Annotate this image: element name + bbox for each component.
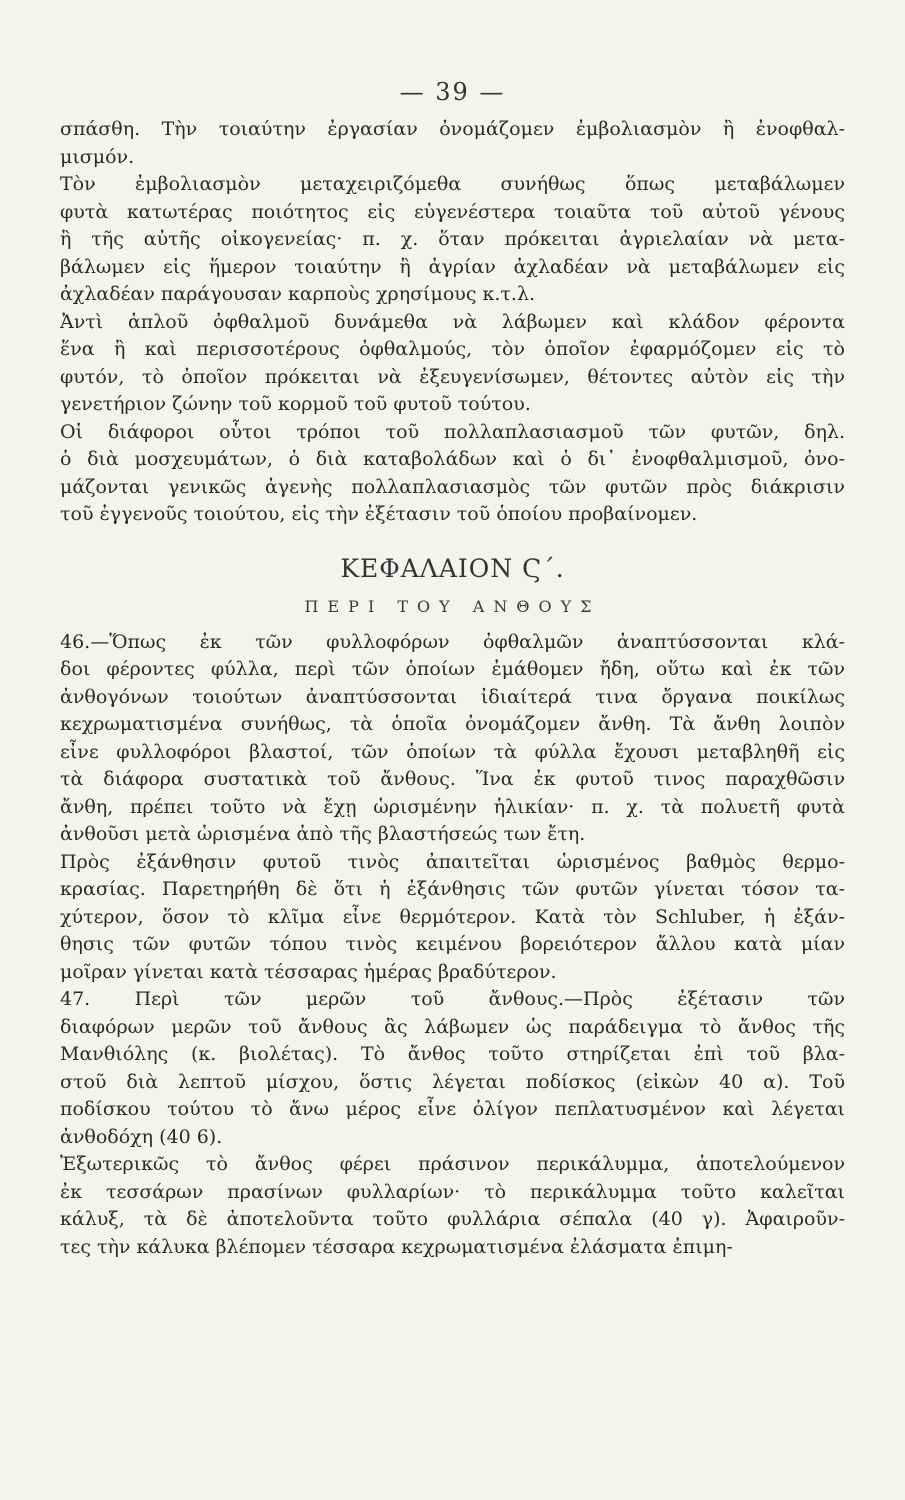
text-line: Πρὸς ἐξάνθησιν φυτοῦ τινὸς ἀπαιτεῖται ὡρισμένος βαθμὸς θερμο-: [60, 850, 845, 873]
text-line: ὁ διὰ μοσχευμάτων, ὁ διὰ καταβολάδων καὶ ὁ δι᾽ ἐνοφθαλμισμοῦ, ὀνο-: [60, 448, 845, 470]
text-line: φυτόν, τὸ ὁποῖον πρόκειται νὰ ἐξευγενίσωμεν, θέτοντες αὐτὸν εἰς τὴν: [60, 365, 845, 388]
text-line: στοῦ διὰ λεπτοῦ μίσχου, ὅστις λέγεται ποδίσκος (εἰκὼν 40 α). Τοῦ: [60, 1070, 845, 1093]
text-line: διαφόρων μερῶν τοῦ ἄνθους ἂς λάβωμεν ὡς παράδειγμα τὸ ἄνθος τῆς: [60, 1015, 845, 1038]
text-line: ἄνθη, πρέπει τοῦτο νὰ ἔχῃ ὡρισμένην ἡλικίαν· π. χ. τὰ πολυετῆ φυτὰ: [60, 795, 845, 818]
text-line: σπάσθη. Τὴν τοιαύτην ἐργασίαν ὀνομάζομεν ἐμβολιασμὸν ἢ ἐνοφθαλ-: [60, 118, 845, 140]
text-line: Ἐξωτερικῶς τὸ ἄνθος φέρει πράσινον περικάλυμμα, ἀποτελούμενον: [60, 1153, 845, 1175]
text-line: ἀνθοδόχη (40 6).: [60, 1125, 223, 1148]
text-line: γενετήριον ζώνην τοῦ κορμοῦ τοῦ φυτοῦ τούτου.: [60, 393, 531, 415]
text-line: ἀνθοῦσι μετὰ ὡρισμένα ἀπὸ τῆς βλαστήσεώς των ἔτη.: [60, 823, 586, 845]
text-line: μισμόν.: [60, 145, 135, 168]
text-line: ἀχλαδέαν παράγουσαν καρποὺς χρησίμους κ.τ.λ.: [60, 283, 536, 305]
text-line: 47. Περὶ τῶν μερῶν τοῦ ἄνθους.—Πρὸς ἐξέτασιν τῶν: [60, 988, 845, 1010]
text-line: κεχρωματισμένα συνήθως, τὰ ὁποῖα ὀνομάζομεν ἄνθη. Τὰ ἄνθη λοιπὸν: [60, 713, 845, 735]
text-line: θησις τῶν φυτῶν τόπου τινὸς κειμένου βορειότερον ἄλλου κατὰ μίαν: [60, 933, 845, 955]
text-line: τὰ διάφορα συστατικὰ τοῦ ἄνθους. Ἵνα ἐκ φυτοῦ τινος παραχθῶσιν: [60, 768, 845, 790]
text-line: ποδίσκου τούτου τὸ ἄνω μέρος εἶνε ὀλίγον πεπλατυσμένον καὶ λέγεται: [60, 1098, 845, 1120]
text-line: βάλωμεν εἰς ἥμερον τοιαύτην ἢ ἀγρίαν ἀχλαδέαν νὰ μεταβάλωμεν εἰς: [60, 255, 845, 278]
text-line: Τὸν ἐμβολιασμὸν μεταχειριζόμεθα συνήθως ὅπως μεταβάλωμεν: [60, 173, 845, 195]
text-line: 46.—Ὅπως ἐκ τῶν φυλλοφόρων ὀφθαλμῶν ἀναπτύσσονται κλά-: [60, 630, 845, 653]
text-line: ἐκ τεσσάρων πρασίνων φυλλαρίων· τὸ περικάλυμμα τοῦτο καλεῖται: [60, 1180, 845, 1203]
text-line: Μανθιόλης (κ. βιολέτας). Τὸ ἄνθος τοῦτο στηρίζεται ἐπὶ τοῦ βλα-: [60, 1043, 845, 1065]
text-line: μάζονται γενικῶς ἀγενὴς πολλαπλασιασμὸς τῶν φυτῶν πρὸς διάκρισιν: [60, 475, 845, 498]
text-line: τες τὴν κάλυκα βλέπομεν τέσσαρα κεχρωματισμένα ἐλάσματα ἐπιμη-: [60, 1235, 733, 1258]
text-line: ἕνα ἢ καὶ περισσοτέρους ὀφθαλμούς, τὸν ὁποῖον ἐφαρμόζομεν εἰς τὸ: [60, 338, 845, 360]
chapter-subtitle: ΠΕΡΙ ΤΟΥ ΑΝΘΟΥΣ: [304, 596, 601, 616]
text-line: Ἀντὶ ἁπλοῦ ὀφθαλμοῦ δυνάμεθα νὰ λάβωμεν καὶ κλάδον φέροντα: [60, 310, 845, 333]
text-line: κάλυξ, τὰ δὲ ἀποτελοῦντα τοῦτο φυλλάρια σέπαλα (40 γ). Ἀφαιροῦν-: [60, 1208, 845, 1230]
text-line: φυτὰ κατωτέρας ποιότητος εἰς εὐγενέστερα τοιαῦτα τοῦ αὐτοῦ γένους: [60, 200, 845, 223]
text-line: ἀνθογόνων τοιούτων ἀναπτύσσονται ἰδιαίτερά τινα ὄργανα ποικίλως: [60, 685, 845, 708]
text-line: δοι φέροντες φύλλα, περὶ τῶν ὁποίων ἐμάθομεν ἤδη, οὕτω καὶ ἐκ τῶν: [60, 658, 845, 680]
chapter-title: ΚΕΦΑΛΑΙΟΝ Ϛ΄.: [340, 553, 565, 583]
section-flower: [60, 629, 845, 1262]
text-line: Οἱ διάφοροι οὗτοι τρόποι τοῦ πολλαπλασιασμοῦ τῶν φυτῶν, δηλ.: [60, 420, 845, 443]
text-block: [60, 116, 845, 1261]
text-line: κρασίας. Παρετηρήθη δὲ ὅτι ἡ ἐξάνθησις τῶν φυτῶν γίνεται τόσον τα-: [60, 878, 845, 900]
text-line: εἶνε φυλλοφόροι βλαστοί, τῶν ὁποίων τὰ φύλλα ἔχουσι μεταβληθῆ εἰς: [60, 740, 845, 763]
text-line: ἢ τῆς αὐτῆς οἰκογενείας· π. χ. ὅταν πρόκειται ἀγριελαίαν νὰ μετα-: [60, 228, 845, 250]
page-number: — 39 —: [399, 78, 506, 106]
text-line: μοῖραν γίνεται κατὰ τέσσαρας ἡμέρας βραδύτερον.: [60, 960, 557, 983]
text-line: τοῦ ἐγγενοῦς τοιούτου, εἰς τὴν ἐξέτασιν τοῦ ὁποίου προβαίνομεν.: [60, 503, 698, 525]
section-grafting: [60, 116, 845, 529]
text-line: χύτερον, ὅσον τὸ κλῖμα εἶνε θερμότερον. Κατὰ τὸν Schluber, ἡ ἐξάν-: [60, 905, 845, 928]
